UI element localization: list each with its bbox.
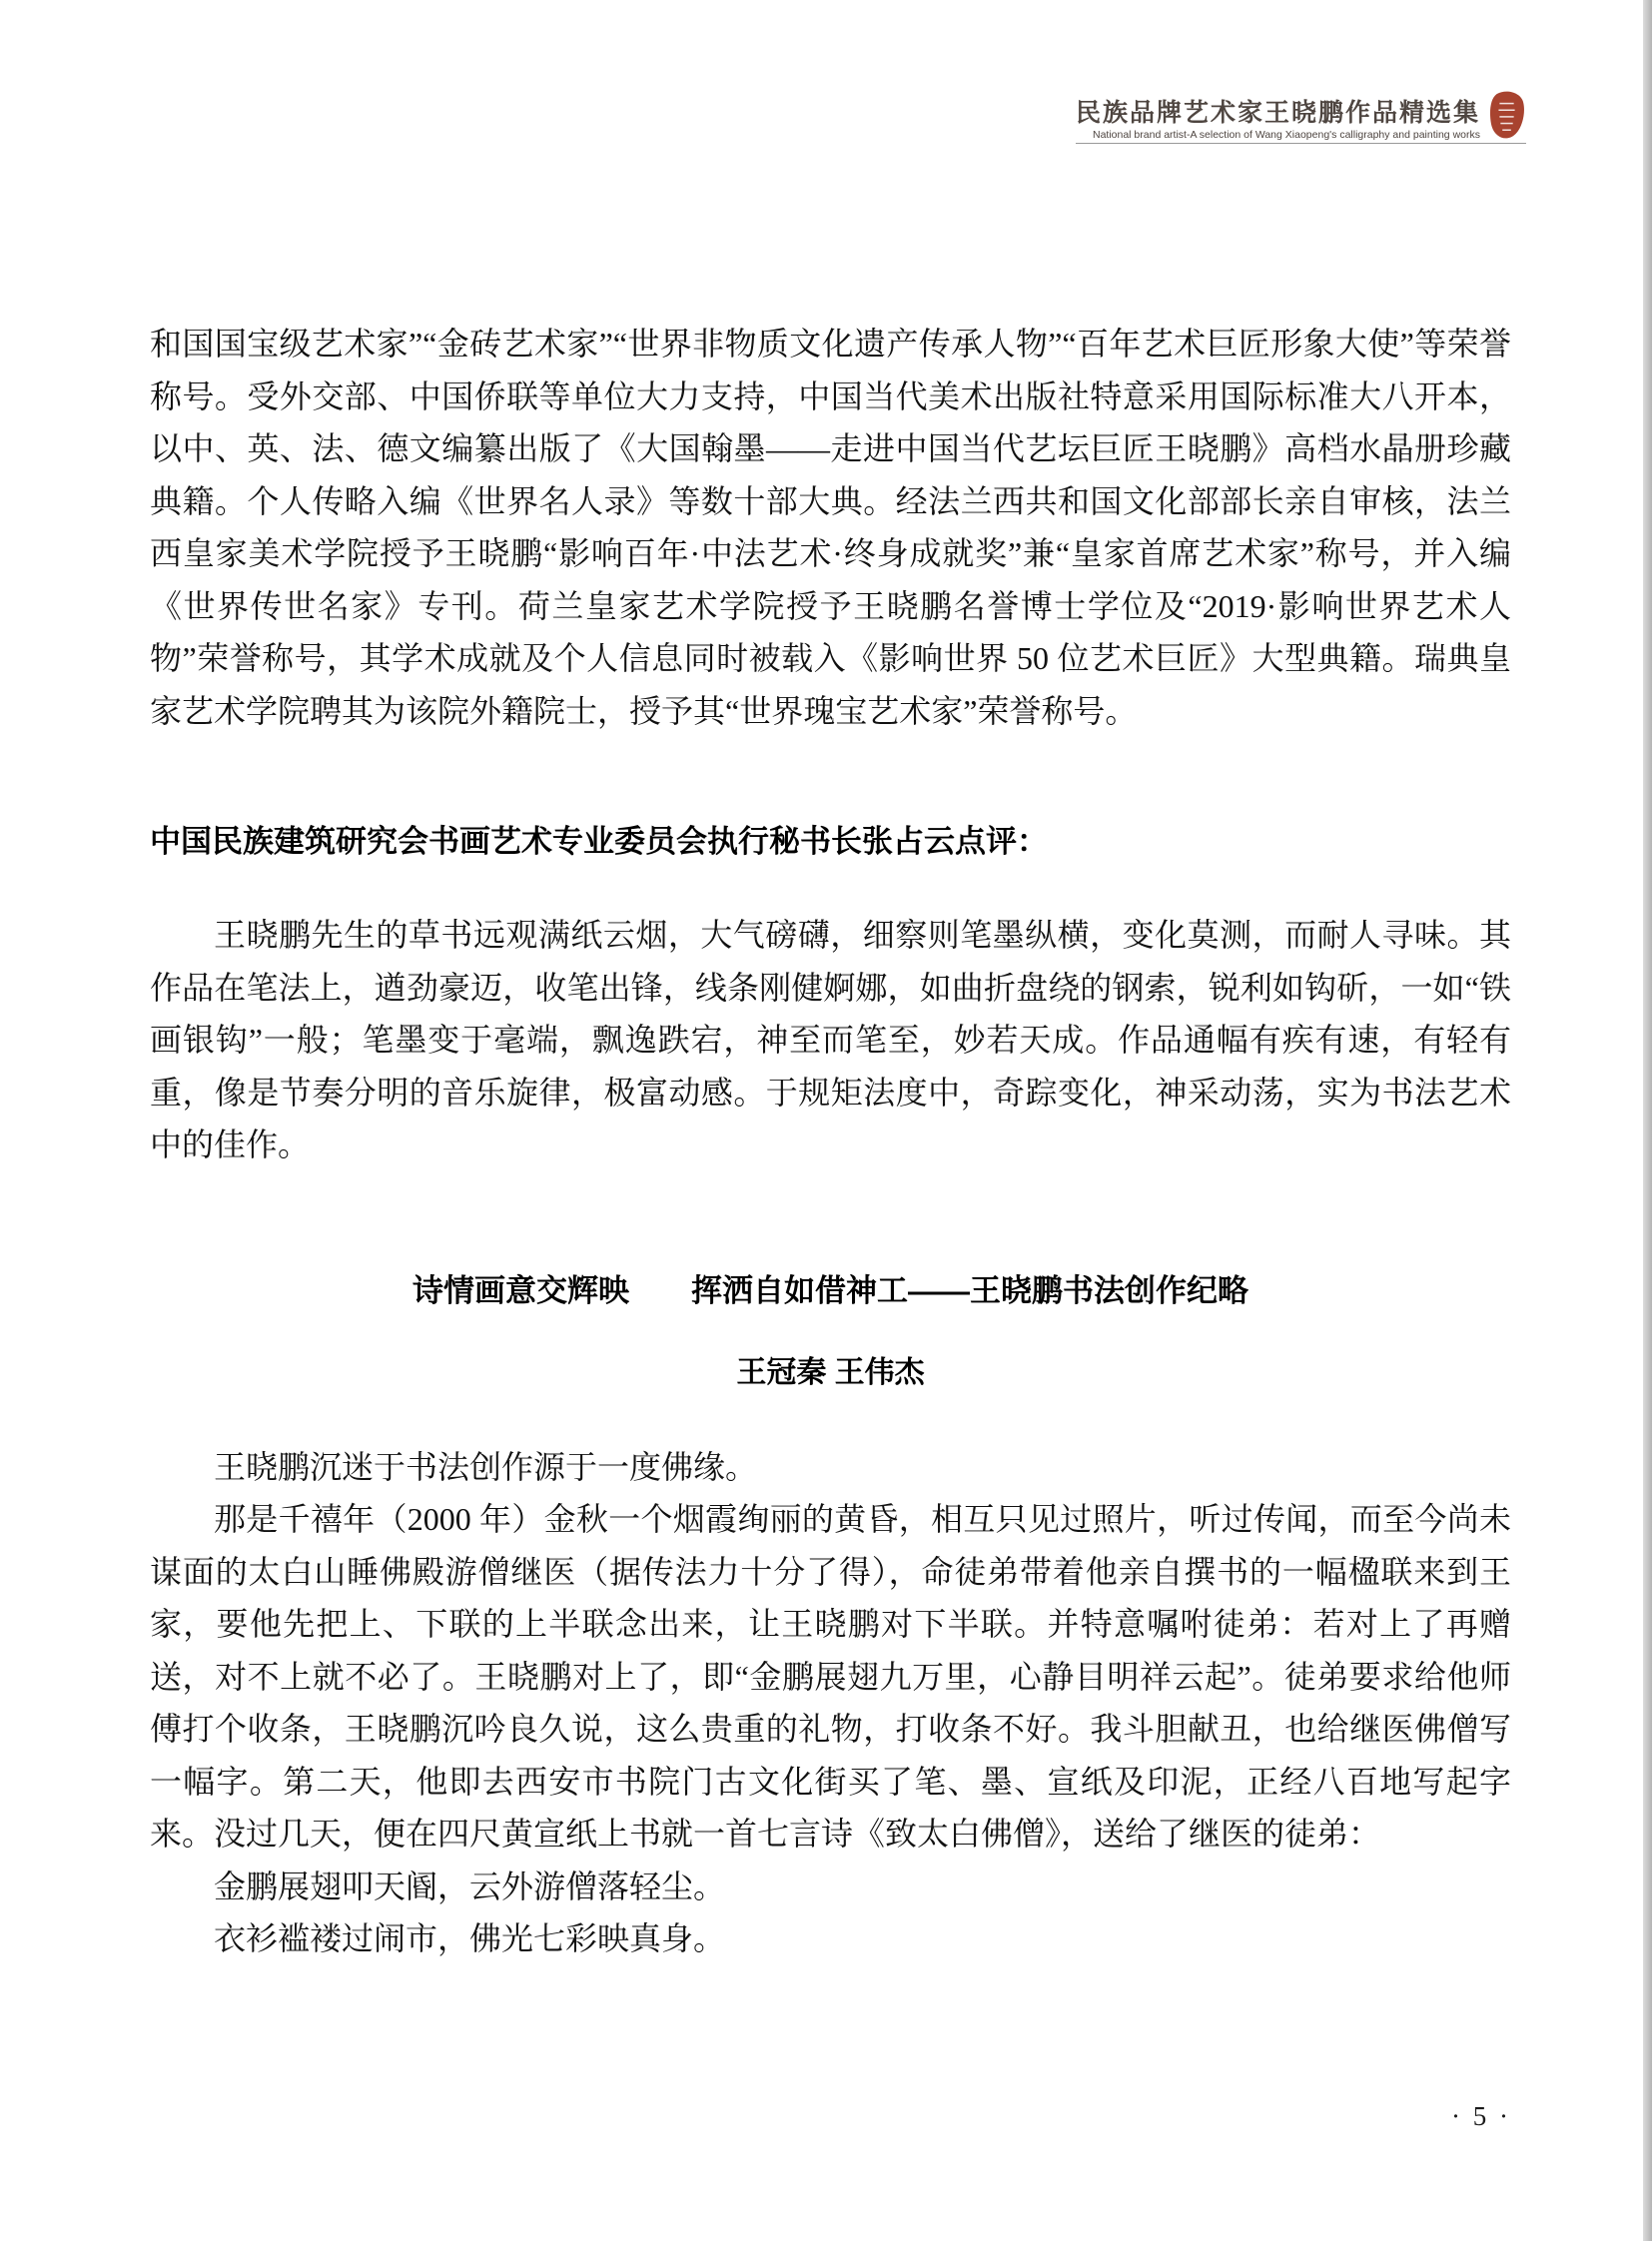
paragraph-biography: 和国国宝级艺术家”“金砖艺术家”“世界非物质文化遗产传承人物”“百年艺术巨匠形象大使”等荣誉称号。受外交部、中国侨联等单位大力支持，中国当代美术出版社特意采用国际标准大八开本，以中、英、法、德文编纂出版了《大国翰墨——走进中国当代艺坛巨匠王晓鹏》高档水晶册珍藏典籍。个人传略入编《世界名人录》等数十部大典。经法兰西共和国文化部部长亲自审核，法兰西皇家美术学院授予王晓鹏“影响百年·中法艺术·终身成就奖”兼“皇家首席艺术家”称号，并入编《世界传世名家》专刊。荷兰皇家艺术学院授予王晓鹏名誉博士学位及“2019·影响世界艺术人物”荣誉称号，其学术成就及个人信息同时被载入《影响世界 50 位艺术巨匠》大型典籍。瑞典皇家艺术学院聘其为该院外籍院士，授予其“世界瑰宝艺术家”荣誉称号。 [150,326,1511,729]
paragraph-article-1: 王晓鹏沉迷于书法创作源于一度佛缘。 [214,1448,758,1485]
article-authors: 王冠秦 王伟杰 [736,1355,925,1389]
page-header-inner [1076,90,1526,144]
red-seal-icon [1488,90,1526,140]
paragraph-article-2: 那是千禧年（2000 年）金秋一个烟霞绚丽的黄昏，相互只见过照片，听过传闻，而至今尚未谋面的太白山睡佛殿游僧继医（据传法力十分了得），命徒弟带着他亲自撰书的一幅楹联来到王家，要他先把上、下联的上半联念出来，让王晓鹏对下半联。并特意嘱咐徒弟：若对上了再赠送，对不上就不必了。王晓鹏对上了，即“金鹏展翅九万里，心静目明祥云起”。徒弟要求给他师傅打个收条，王晓鹏沉吟良久说，这么贵重的礼物，打收条不好。我斗胆献丑，也给继医佛僧写一幅字。第二天，他即去西安市书院门古文化街买了笔、墨、宣纸及印泥，正经八百地写起字来。没过几天，便在四尺黄宣纸上书就一首七言诗《致太白佛僧》，送给了继医的徒弟： [150,1501,1511,1852]
page-number: · 5 · [1451,2101,1511,2131]
review-heading: 中国民族建筑研究会书画艺术专业委员会执行秘书长张占云点评： [150,824,1048,859]
article-title: 诗情画意交辉映 挥洒自如借神工——王晓鹏书法创作纪略 [413,1272,1248,1308]
poem-line-1: 金鹏展翅叩天阍，云外游僧落轻尘。 [214,1868,726,1904]
scan-edge-shadow [1643,0,1652,2241]
header-title: 民族品牌艺术家王晓鹏作品精选集 [1075,99,1480,127]
poem-line-2: 衣衫褴褛过闹市，佛光七彩映真身。 [214,1920,726,1956]
page-header [1076,90,1526,144]
paragraph-review: 王晓鹏先生的草书远观满纸云烟，大气磅礴，细察则笔墨纵横，变化莫测，而耐人寻味。其作品在笔法上，遒劲豪迈，收笔出锋，线条刚健婀娜，如曲折盘绕的钢索，锐利如钩斫，一如“铁画银钩”一般；笔墨变于毫端，飘逸跌宕，神至而笔至，妙若天成。作品通幅有疾有速，有轻有重，像是节奏分明的音乐旋律，极富动感。于规矩法度中，奇踪变化，神采动荡，实为书法艺术中的佳作。 [150,917,1511,1162]
page-body [150,318,1511,1965]
header-subtitle: National brand artist-A selection of Wang Xiaopeng's calligraphy and painting works [1092,128,1480,141]
header-titles [1076,100,1480,140]
